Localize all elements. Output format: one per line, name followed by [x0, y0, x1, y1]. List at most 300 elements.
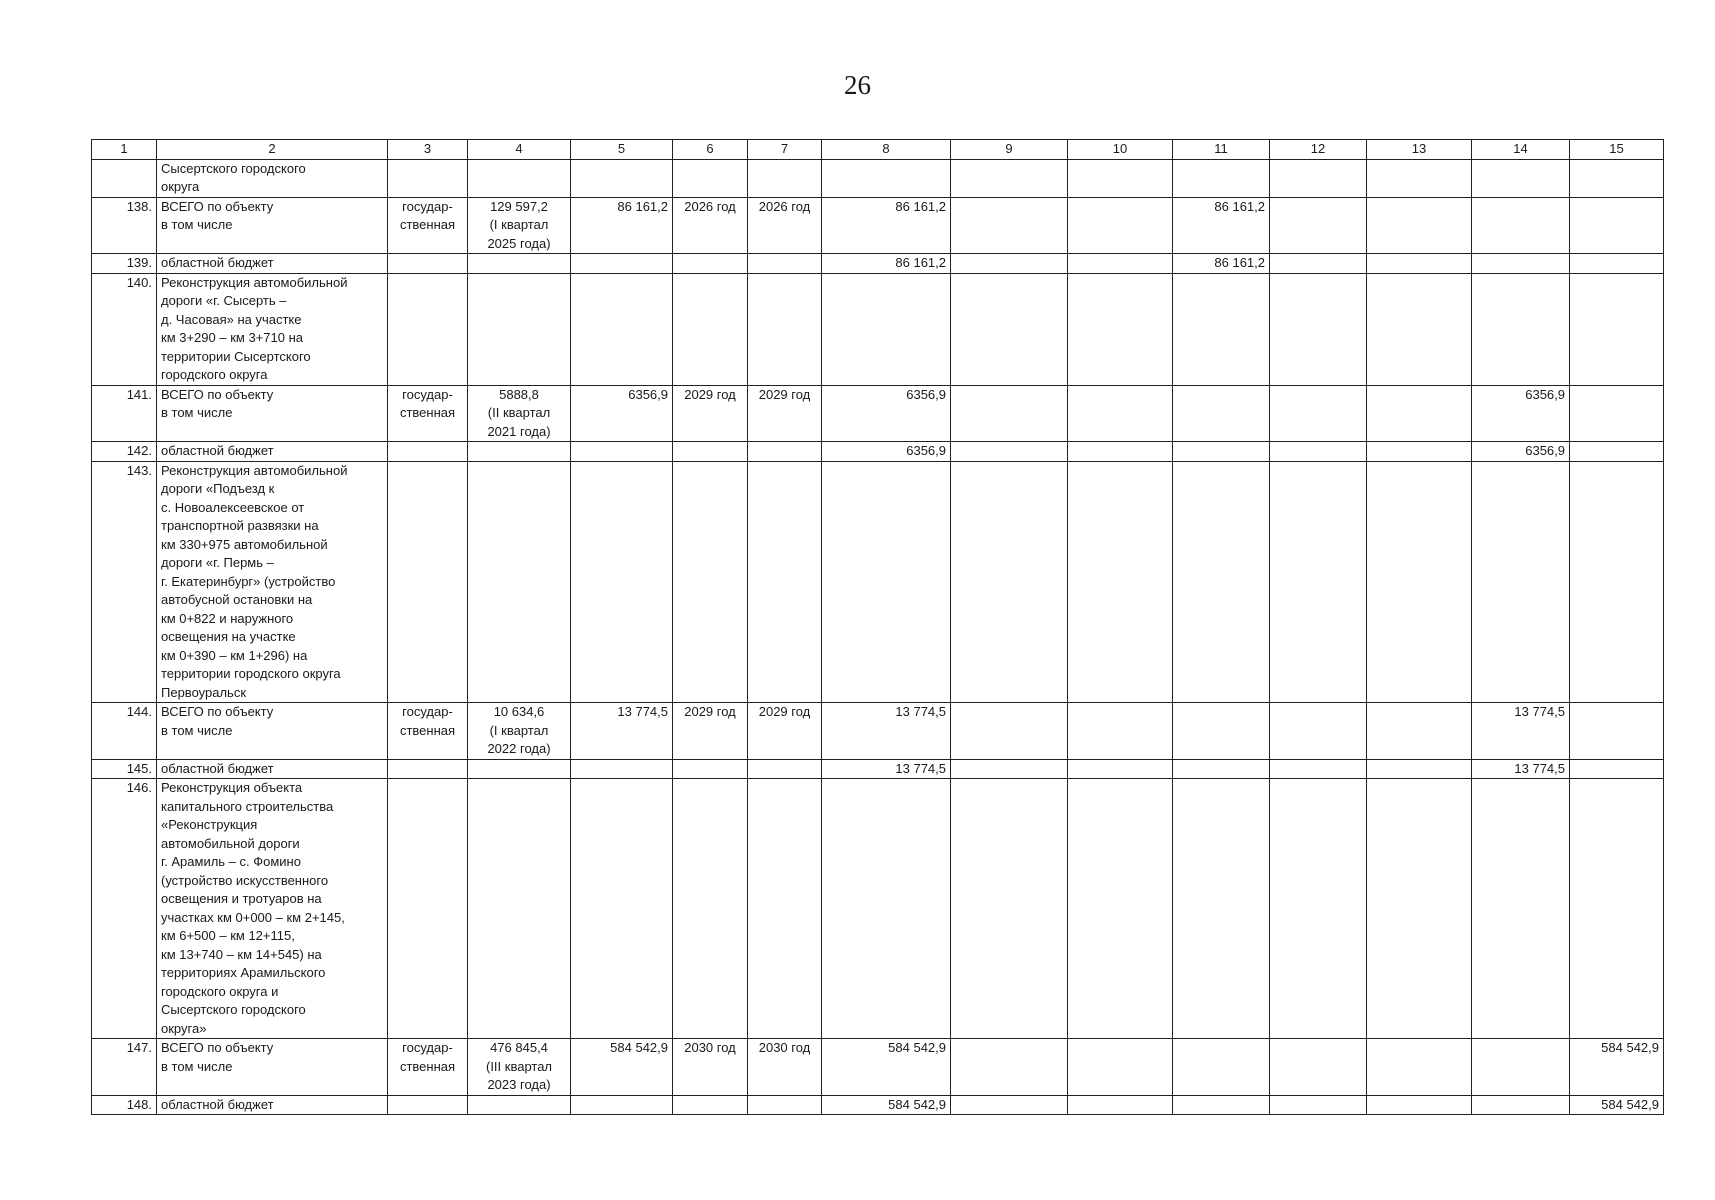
cell-text-line: км 0+822 и наружного: [161, 610, 294, 626]
cell-text-line: Реконструкция автомобильной: [161, 462, 348, 478]
cell-text-line: Первоуральск: [161, 684, 247, 700]
table-row: [92, 442, 1664, 462]
cell-text-line: 2022 года): [487, 741, 551, 756]
table-cell-col-14: [1472, 442, 1570, 462]
cell-text-line: государ-: [402, 1040, 453, 1055]
cell-text-line: 86 161,2: [1214, 255, 1265, 270]
cell-text-line: ственная: [399, 1058, 456, 1074]
table-cell-col-2: [157, 197, 388, 254]
cell-text-line: км 6+500 – км 12+115,: [161, 928, 295, 943]
table-cell-col-4: [468, 197, 571, 254]
cell-text-line: ВСЕГО по объекту: [161, 704, 274, 719]
cell-text-line: 13 774,5: [617, 704, 668, 719]
cell-text-line: 2021 года): [487, 423, 551, 439]
cell-text-line: 129 597,2: [490, 198, 548, 214]
cell-text-line: территории городского округа: [161, 666, 341, 681]
table-cell-col-8: [822, 254, 951, 274]
table-cell-col-5: [571, 273, 673, 385]
table-cell-col-3: [388, 254, 468, 274]
table-cell-col-9: [951, 703, 1068, 760]
table-cell-col-10: [1068, 779, 1173, 1039]
column-header: 12: [1270, 140, 1367, 160]
table-cell-col-6: [673, 1039, 748, 1096]
cell-text-line: (III квартал: [485, 1058, 553, 1074]
column-header: 2: [157, 140, 388, 160]
cell-text-line: 13 774,5: [1514, 760, 1565, 776]
table-cell-col-4: [468, 442, 571, 462]
column-header: 14: [1472, 140, 1570, 160]
cell-text-line: 141.: [126, 386, 152, 402]
cell-text-line: 2029 год: [758, 704, 811, 719]
table-cell-col-6: [673, 461, 748, 703]
table-cell-col-4: [468, 159, 571, 197]
cell-text-line: 6356,9: [906, 386, 946, 402]
table-cell-col-5: [571, 759, 673, 779]
table-cell-col-10: [1068, 703, 1173, 760]
table-cell-col-7: [748, 385, 822, 442]
cell-text-line: Реконструкция объекта: [161, 780, 303, 795]
table-cell-col-13: [1367, 159, 1472, 197]
table-cell-col-4: [468, 779, 571, 1039]
cell-text-line: ВСЕГО по объекту: [161, 198, 274, 214]
cell-text-line: км 3+290 – км 3+710 на: [161, 330, 303, 345]
table-cell-col-10: [1068, 461, 1173, 703]
cell-text-line: г. Арамиль – с. Фомино: [161, 854, 301, 869]
table-cell-col-14: [1472, 159, 1570, 197]
table-cell-col-3: [388, 703, 468, 760]
table-cell-col-15: [1570, 442, 1664, 462]
table-cell-col-3: [388, 273, 468, 385]
cell-text-line: 146.: [126, 780, 152, 795]
table-cell-col-11: [1173, 703, 1270, 760]
column-header: 3: [388, 140, 468, 160]
cell-text-line: освещения на участке: [161, 629, 296, 644]
table-cell-col-4: [468, 385, 571, 442]
table-cell-col-12: [1270, 273, 1367, 385]
table-cell-col-5: [571, 385, 673, 442]
table-cell-col-6: [673, 385, 748, 442]
cell-text-line: транспортной развязки на: [161, 518, 319, 533]
table-cell-col-7: [748, 442, 822, 462]
cell-text-line: городского округа: [161, 367, 268, 382]
table-cell-col-11: [1173, 779, 1270, 1039]
table-cell-col-11: [1173, 385, 1270, 442]
table-row: [92, 197, 1664, 254]
cell-text-line: территории Сысертского: [161, 348, 311, 364]
cell-text-line: ственная: [399, 405, 456, 420]
table-cell-col-1: [92, 254, 157, 274]
cell-text-line: территориях Арамильского: [161, 965, 326, 980]
table-row: [92, 385, 1664, 442]
table-cell-col-10: [1068, 442, 1173, 462]
cell-text-line: 10 634,6: [493, 704, 545, 719]
cell-text-line: областной бюджет: [161, 443, 274, 458]
table-cell-col-5: [571, 1039, 673, 1096]
table-row: [92, 779, 1664, 1039]
table-cell-col-6: [673, 779, 748, 1039]
table-cell-col-15: [1570, 1039, 1664, 1096]
cell-text-line: 5888,8: [499, 386, 539, 402]
table-cell-col-5: [571, 254, 673, 274]
table-cell-col-1: [92, 703, 157, 760]
table-cell-col-4: [468, 1095, 571, 1115]
cell-text-line: 476 845,4: [490, 1040, 548, 1055]
table-cell-col-8: [822, 1039, 951, 1096]
table-cell-col-15: [1570, 703, 1664, 760]
cell-text-line: км 330+975 автомобильной: [161, 536, 328, 552]
cell-text-line: дороги «г. Сысерть –: [161, 293, 287, 308]
cell-text-line: 86 161,2: [895, 198, 946, 214]
table-cell-col-15: [1570, 159, 1664, 197]
cell-text-line: (I квартал: [489, 217, 549, 232]
table-cell-col-5: [571, 442, 673, 462]
cell-text-line: Сысертского городского: [161, 1002, 306, 1017]
table-cell-col-12: [1270, 1039, 1367, 1096]
cell-text-line: 148.: [126, 1096, 152, 1112]
cell-text-line: 2030 год: [684, 1040, 736, 1055]
cell-text-line: 143.: [126, 462, 152, 478]
table-cell-col-7: [748, 779, 822, 1039]
table-cell-col-14: [1472, 273, 1570, 385]
column-header: 9: [951, 140, 1068, 160]
table-cell-col-1: [92, 442, 157, 462]
table-cell-col-7: [748, 1039, 822, 1096]
table-cell-col-7: [748, 759, 822, 779]
table-cell-col-1: [92, 385, 157, 442]
table-cell-col-4: [468, 461, 571, 703]
table-cell-col-2: [157, 1095, 388, 1115]
cell-text-line: в том числе: [161, 405, 233, 420]
cell-text-line: в том числе: [161, 217, 233, 232]
column-header: 1: [92, 140, 157, 160]
table-cell-col-13: [1367, 1095, 1472, 1115]
table-row: [92, 461, 1664, 703]
cell-text-line: 2023 года): [487, 1077, 551, 1092]
table-cell-col-9: [951, 254, 1068, 274]
table-cell-col-13: [1367, 461, 1472, 703]
table-cell-col-2: [157, 461, 388, 703]
table-cell-col-11: [1173, 1095, 1270, 1115]
table-cell-col-15: [1570, 385, 1664, 442]
cell-text-line: (устройство искусственного: [161, 872, 329, 888]
table-cell-col-12: [1270, 703, 1367, 760]
table-cell-col-6: [673, 759, 748, 779]
table-cell-col-6: [673, 273, 748, 385]
table-row: [92, 703, 1664, 760]
table-cell-col-13: [1367, 759, 1472, 779]
table-cell-col-12: [1270, 254, 1367, 274]
cell-text-line: 2029 год: [684, 386, 736, 402]
table-cell-col-13: [1367, 779, 1472, 1039]
table-cell-col-10: [1068, 273, 1173, 385]
table-cell-col-13: [1367, 273, 1472, 385]
cell-text-line: «Реконструкция: [161, 817, 258, 832]
table-row: [92, 1039, 1664, 1096]
cell-text-line: (I квартал: [489, 722, 549, 738]
table-cell-col-14: [1472, 1039, 1570, 1096]
table-cell-col-8: [822, 159, 951, 197]
table-cell-col-3: [388, 159, 468, 197]
table-cell-col-3: [388, 1039, 468, 1096]
table-cell-col-7: [748, 197, 822, 254]
cell-text-line: 6356,9: [628, 386, 668, 402]
cell-text-line: государ-: [402, 198, 453, 214]
table-cell-col-10: [1068, 1039, 1173, 1096]
table-cell-col-5: [571, 703, 673, 760]
table-cell-col-12: [1270, 759, 1367, 779]
table-cell-col-4: [468, 703, 571, 760]
column-header: 4: [468, 140, 571, 160]
table-cell-col-12: [1270, 385, 1367, 442]
column-header: 7: [748, 140, 822, 160]
cell-text-line: Реконструкция автомобильной: [161, 274, 348, 290]
table-cell-col-13: [1367, 1039, 1472, 1096]
table-cell-col-9: [951, 1039, 1068, 1096]
table-cell-col-15: [1570, 1095, 1664, 1115]
table-cell-col-2: [157, 779, 388, 1039]
table-cell-col-7: [748, 461, 822, 703]
cell-text-line: ВСЕГО по объекту: [161, 386, 274, 402]
table-cell-col-11: [1173, 759, 1270, 779]
table-cell-col-11: [1173, 159, 1270, 197]
program-table: [91, 139, 1664, 1115]
table-cell-col-10: [1068, 254, 1173, 274]
cell-text-line: Сысертского городского: [161, 160, 306, 176]
table-cell-col-4: [468, 1039, 571, 1096]
cell-text-line: 13 774,5: [895, 760, 946, 776]
table-cell-col-10: [1068, 197, 1173, 254]
cell-text-line: в том числе: [161, 722, 233, 738]
table-cell-col-7: [748, 254, 822, 274]
cell-text-line: 140.: [126, 274, 152, 290]
table-cell-col-9: [951, 779, 1068, 1039]
cell-text-line: 584 542,9: [888, 1040, 946, 1055]
cell-text-line: дороги «Подъезд к: [161, 481, 275, 496]
table-cell-col-8: [822, 385, 951, 442]
table-cell-col-12: [1270, 159, 1367, 197]
table-cell-col-10: [1068, 385, 1173, 442]
table-cell-col-15: [1570, 461, 1664, 703]
table-cell-col-6: [673, 254, 748, 274]
table-cell-col-5: [571, 461, 673, 703]
table-cell-col-9: [951, 1095, 1068, 1115]
table-cell-col-2: [157, 159, 388, 197]
cell-text-line: 584 542,9: [610, 1040, 668, 1055]
cell-text-line: с. Новоалексеевское от: [161, 499, 305, 515]
cell-text-line: г. Екатеринбург» (устройство: [161, 573, 336, 589]
cell-text-line: областной бюджет: [161, 255, 274, 270]
cell-text-line: округа: [161, 179, 200, 194]
cell-text-line: км 13+740 – км 14+545) на: [161, 946, 322, 962]
table-cell-col-11: [1173, 442, 1270, 462]
table-cell-col-11: [1173, 254, 1270, 274]
cell-text-line: 139.: [126, 255, 152, 270]
table-cell-col-1: [92, 461, 157, 703]
table-cell-col-14: [1472, 759, 1570, 779]
table-cell-col-3: [388, 197, 468, 254]
cell-text-line: участках км 0+000 – км 2+145,: [161, 909, 345, 925]
table-cell-col-13: [1367, 442, 1472, 462]
cell-text-line: автомобильной дороги: [161, 835, 300, 851]
cell-text-line: 2026 год: [758, 198, 811, 214]
cell-text-line: 584 542,9: [1601, 1096, 1659, 1112]
table-cell-col-9: [951, 442, 1068, 462]
cell-text-line: 584 542,9: [888, 1096, 946, 1112]
column-header: 5: [571, 140, 673, 160]
cell-text-line: ственная: [399, 722, 456, 738]
table-cell-col-5: [571, 197, 673, 254]
column-header: 11: [1173, 140, 1270, 160]
cell-text-line: 142.: [126, 443, 152, 458]
cell-text-line: 6356,9: [1525, 443, 1565, 458]
column-header: 10: [1068, 140, 1173, 160]
cell-text-line: 86 161,2: [1214, 198, 1265, 214]
table-cell-col-3: [388, 759, 468, 779]
table-cell-col-5: [571, 779, 673, 1039]
cell-text-line: 2029 год: [758, 386, 811, 402]
cell-text-line: км 0+390 – км 1+296) на: [161, 647, 308, 663]
cell-text-line: 86 161,2: [895, 255, 946, 270]
cell-text-line: дороги «г. Пермь –: [161, 555, 274, 570]
cell-text-line: областной бюджет: [161, 1096, 274, 1112]
cell-text-line: 145.: [126, 760, 152, 776]
table-cell-col-14: [1472, 779, 1570, 1039]
table-cell-col-12: [1270, 1095, 1367, 1115]
table-cell-col-3: [388, 461, 468, 703]
table-cell-col-3: [388, 385, 468, 442]
column-header: 13: [1367, 140, 1472, 160]
cell-text-line: ственная: [399, 217, 456, 232]
column-header: 6: [673, 140, 748, 160]
cell-text-line: 86 161,2: [617, 198, 668, 214]
table-cell-col-13: [1367, 703, 1472, 760]
table-cell-col-4: [468, 273, 571, 385]
table-cell-col-3: [388, 442, 468, 462]
table-cell-col-1: [92, 759, 157, 779]
cell-text-line: 13 774,5: [895, 704, 946, 719]
table-cell-col-3: [388, 779, 468, 1039]
table-cell-col-15: [1570, 779, 1664, 1039]
table-cell-col-11: [1173, 273, 1270, 385]
cell-text-line: государ-: [402, 704, 453, 719]
cell-text-line: 144.: [126, 704, 152, 719]
table-cell-col-10: [1068, 1095, 1173, 1115]
table-cell-col-12: [1270, 197, 1367, 254]
table-cell-col-12: [1270, 461, 1367, 703]
table-cell-col-2: [157, 759, 388, 779]
table-cell-col-2: [157, 442, 388, 462]
cell-text-line: капитального строительства: [161, 798, 334, 814]
table-cell-col-11: [1173, 461, 1270, 703]
cell-text-line: 138.: [126, 198, 152, 214]
table-cell-col-8: [822, 197, 951, 254]
table-cell-col-9: [951, 273, 1068, 385]
table-row: [92, 759, 1664, 779]
table-cell-col-5: [571, 1095, 673, 1115]
table-cell-col-9: [951, 385, 1068, 442]
column-header: 15: [1570, 140, 1664, 160]
table-row: [92, 159, 1664, 197]
table-cell-col-14: [1472, 703, 1570, 760]
table-cell-col-1: [92, 197, 157, 254]
table-cell-col-6: [673, 703, 748, 760]
table-cell-col-10: [1068, 759, 1173, 779]
table-cell-col-1: [92, 1095, 157, 1115]
table-cell-col-14: [1472, 1095, 1570, 1115]
table-cell-col-7: [748, 273, 822, 385]
table-cell-col-15: [1570, 759, 1664, 779]
cell-text-line: автобусной остановки на: [161, 592, 313, 607]
table-cell-col-14: [1472, 197, 1570, 254]
table-cell-col-2: [157, 254, 388, 274]
cell-text-line: 147.: [126, 1040, 152, 1055]
table-cell-col-8: [822, 779, 951, 1039]
table-cell-col-2: [157, 273, 388, 385]
table-cell-col-13: [1367, 197, 1472, 254]
cell-text-line: 584 542,9: [1601, 1040, 1659, 1055]
table-cell-col-1: [92, 1039, 157, 1096]
table-cell-col-7: [748, 159, 822, 197]
cell-text-line: областной бюджет: [161, 760, 274, 776]
cell-text-line: 2030 год: [758, 1040, 811, 1055]
table-cell-col-9: [951, 159, 1068, 197]
table-cell-col-1: [92, 159, 157, 197]
table-cell-col-2: [157, 1039, 388, 1096]
cell-text-line: освещения и тротуаров на: [161, 891, 322, 906]
table-cell-col-5: [571, 159, 673, 197]
cell-text-line: 13 774,5: [1514, 704, 1565, 719]
table-cell-col-14: [1472, 254, 1570, 274]
table-cell-col-4: [468, 254, 571, 274]
cell-text-line: округа»: [161, 1020, 207, 1036]
table-cell-col-7: [748, 703, 822, 760]
table-cell-col-8: [822, 759, 951, 779]
table-cell-col-13: [1367, 385, 1472, 442]
table-cell-col-9: [951, 461, 1068, 703]
table-cell-col-15: [1570, 197, 1664, 254]
table-row: [92, 1095, 1664, 1115]
table-cell-col-8: [822, 703, 951, 760]
cell-text-line: в том числе: [161, 1058, 233, 1074]
cell-text-line: (II квартал: [487, 405, 551, 420]
table-cell-col-8: [822, 442, 951, 462]
page-number: 26: [844, 70, 871, 100]
table-cell-col-14: [1472, 385, 1570, 442]
table-cell-col-12: [1270, 442, 1367, 462]
table-cell-col-8: [822, 1095, 951, 1115]
cell-text-line: 2025 года): [487, 235, 551, 251]
table-cell-col-8: [822, 461, 951, 703]
cell-text-line: д. Часовая» на участке: [161, 311, 302, 327]
table-cell-col-9: [951, 197, 1068, 254]
table-cell-col-12: [1270, 779, 1367, 1039]
table-cell-col-8: [822, 273, 951, 385]
table-cell-col-11: [1173, 197, 1270, 254]
table-cell-col-9: [951, 759, 1068, 779]
table-cell-col-7: [748, 1095, 822, 1115]
table-cell-col-10: [1068, 159, 1173, 197]
column-number-header-row: [92, 140, 1664, 160]
table-cell-col-1: [92, 779, 157, 1039]
cell-text-line: 6356,9: [906, 443, 946, 458]
table-cell-col-6: [673, 442, 748, 462]
table-cell-col-13: [1367, 254, 1472, 274]
table-cell-col-6: [673, 1095, 748, 1115]
cell-text-line: 2029 год: [684, 704, 736, 719]
cell-text-line: 2026 год: [684, 198, 736, 214]
table-cell-col-6: [673, 197, 748, 254]
table-cell-col-4: [468, 759, 571, 779]
